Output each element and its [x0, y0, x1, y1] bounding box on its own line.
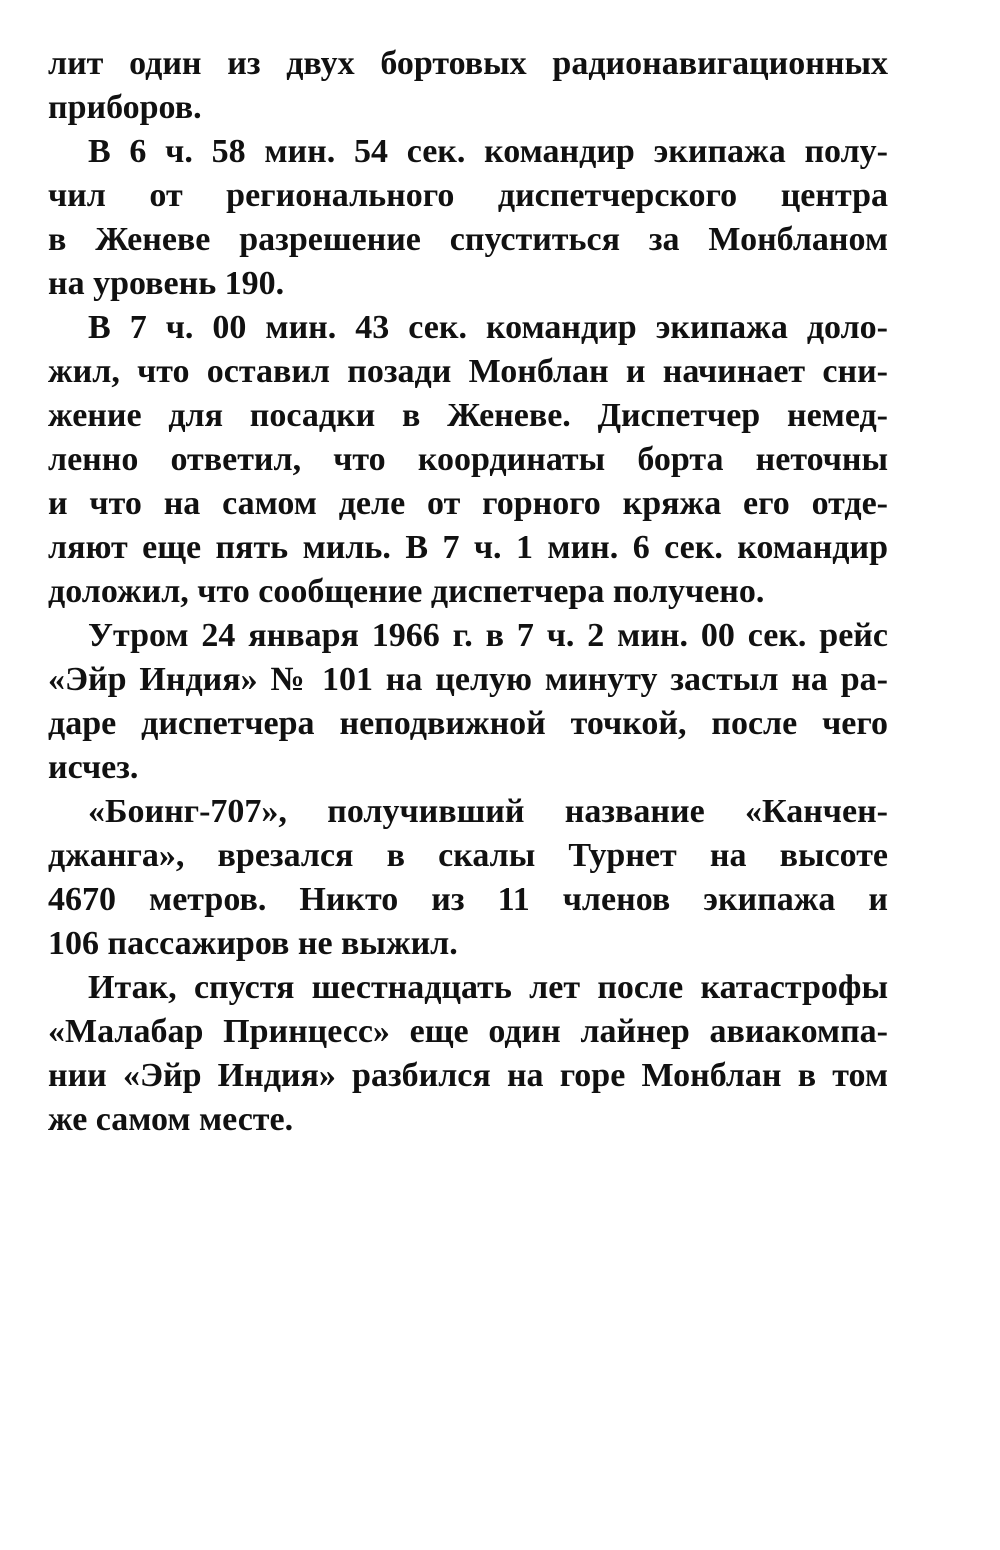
text-line: жил, что оставил позади Монблан и начинает сни-	[48, 353, 888, 390]
text-line: жение для посадки в Женеве. Диспетчер немед-	[48, 397, 888, 434]
text-line: даре диспетчера неподвижной точкой, после чего	[48, 705, 888, 742]
paragraph	[48, 614, 888, 790]
document-page	[48, 42, 888, 1142]
paragraph	[48, 130, 888, 306]
text-line: доложил, что сообщение диспетчера получено.	[48, 573, 765, 610]
text-line: в Женеве разрешение спуститься за Монбланом	[48, 221, 888, 258]
text-line: лит один из двух бортовых радионавигационных	[48, 45, 888, 82]
text-line: нии «Эйр Индия» разбился на горе Монблан в том	[48, 1057, 888, 1094]
text-line: и что на самом деле от горного кряжа его отде-	[48, 485, 888, 522]
text-line: ляют еще пять миль. В 7 ч. 1 мин. 6 сек. командир	[48, 529, 888, 566]
text-line: 106 пассажиров не выжил.	[48, 925, 458, 962]
text-line: «Боинг-707», получивший название «Канчен-	[88, 793, 888, 830]
text-line: «Эйр Индия» № 101 на целую минуту застыл на ра-	[48, 661, 888, 698]
text-line: Утром 24 января 1966 г. в 7 ч. 2 мин. 00 сек. рейс	[88, 617, 888, 654]
text-line: чил от регионального диспетчерского центра	[48, 177, 888, 214]
text-line: же самом месте.	[48, 1101, 294, 1138]
text-line: В 6 ч. 58 мин. 54 сек. командир экипажа полу-	[88, 133, 888, 170]
text-line: ленно ответил, что координаты борта неточны	[48, 441, 888, 478]
paragraph	[48, 306, 888, 614]
text-line: «Малабар Принцесс» еще один лайнер авиакомпа-	[48, 1013, 888, 1050]
text-line: В 7 ч. 00 мин. 43 сек. командир экипажа доло-	[88, 309, 888, 346]
paragraph	[48, 42, 888, 130]
text-line: на уровень 190.	[48, 265, 285, 302]
paragraph	[48, 966, 888, 1142]
text-line: 4670 метров. Никто из 11 членов экипажа и	[48, 881, 888, 918]
text-line: Итак, спустя шестнадцать лет после катастрофы	[88, 969, 888, 1006]
text-line: джанга», врезался в скалы Турнет на высоте	[48, 837, 888, 874]
text-line: исчез.	[48, 749, 139, 786]
text-line: приборов.	[48, 89, 202, 126]
paragraph	[48, 790, 888, 966]
